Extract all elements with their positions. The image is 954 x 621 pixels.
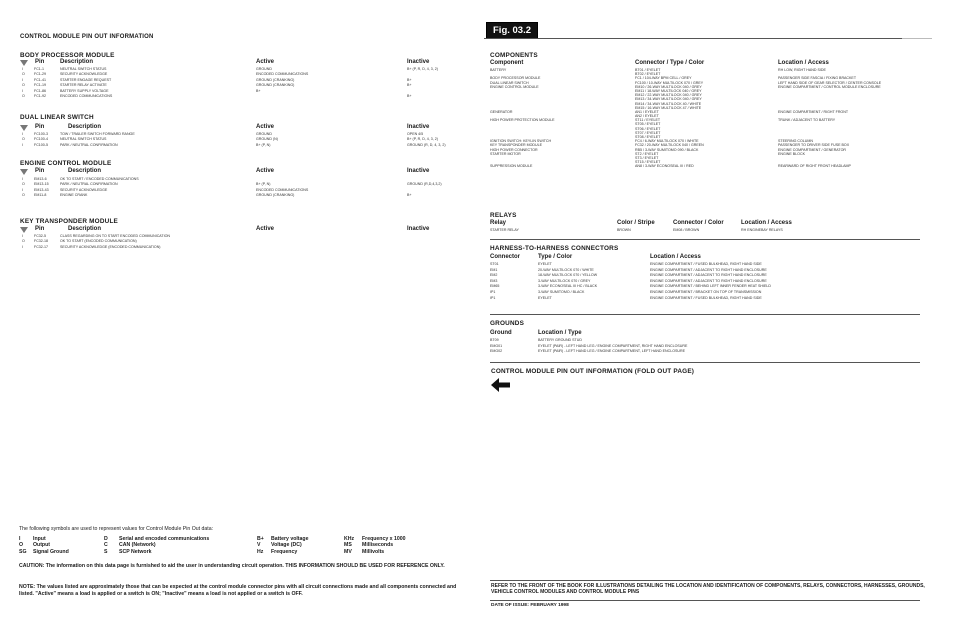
grounds-table-header (490, 330, 920, 338)
grounds-heading: GROUNDS (490, 320, 525, 327)
dls-table-header (20, 124, 460, 132)
table-row (20, 143, 460, 148)
legend-meaning: Output (33, 542, 50, 549)
col-relay: Relay (490, 220, 507, 226)
cell-location: ENGINE COMPARTMENT / FUSED BULKHEAD, RIGHT HAND SIDE (650, 262, 762, 266)
cell-connector: ST05 / EYELET (635, 122, 661, 127)
cell-active: GROUND (256, 67, 272, 71)
harness-rows (490, 262, 920, 301)
cell-type: 18-WAY MULTILOCK 070 / YELLOW (538, 273, 598, 278)
relays-table (490, 220, 920, 233)
cell-component: BATTERY (490, 68, 507, 72)
issue-date: DATE OF ISSUE: FEBRUARY 1998 (491, 603, 569, 608)
cell-inactive: B+ (407, 83, 412, 88)
cell-active: B+ (256, 88, 261, 93)
cell-inactive: B+ (407, 77, 412, 82)
io-marker: I (22, 244, 23, 249)
cell-description: BATTERY SUPPLY VOLTAGE (60, 88, 109, 93)
cell-type: 3-WAY MULTILOCK 070 / GREY (538, 278, 591, 283)
cell-inactive: B+ (P, R, D, 4, 3, 2) (407, 67, 438, 71)
cell-connector: EM14 / 34-WAY MULTILOCK 40 / WHITE (635, 101, 702, 106)
cell-location: EYELET (PAIR) - LEFT HAND LEG / ENGINE COMPARTMENT, RIGHT HAND ENCLOSURE (538, 343, 688, 348)
cell-location: ENGINE COMPARTMENT / ADJACENT TO RIGHT HAND ENCLOSURE (650, 278, 767, 283)
cell-location: ENGINE COMPARTMENT / RIGHT FRONT (778, 109, 849, 114)
cell-component: STARTER MOTOR (490, 151, 521, 156)
legend-grid (19, 536, 469, 555)
col-connector: Connector / Type / Color (635, 60, 705, 66)
cell-pin: FC100-3 (34, 132, 48, 136)
ecm-table (20, 168, 460, 199)
cell-pin: FC32-5 (34, 234, 46, 238)
cell-description: NEUTRAL SWITCH STATUS (60, 137, 107, 142)
table-row (20, 245, 460, 250)
bpm-table-header (20, 59, 460, 67)
triangle-icon (20, 125, 28, 131)
cell-type: EYELET (538, 295, 552, 300)
figure-label: Fig. 03.2 (486, 22, 538, 39)
caution-text: CAUTION: The information on this data page is furnished to aid the user in understanding circuit operation. THIS INFORMATION SHOULD BE USED FOR REFERENCE ONLY. (19, 563, 445, 569)
divider (490, 314, 920, 315)
cell-connector: ST07 / EYELET (635, 130, 661, 135)
grounds-rows (490, 338, 920, 355)
cell-connector: IP1 (490, 289, 496, 294)
cell-connector: EM3 (490, 278, 498, 283)
table-row (490, 349, 920, 355)
cell-description: SECURITY ACKNOWLEDGE (ENCODED COMMUNICATION) (60, 244, 161, 249)
cell-description: STARTER RELAY ACTIVATE (60, 83, 107, 88)
io-marker: I (22, 187, 23, 192)
cell-connector: ST11 / EYELET (635, 118, 661, 123)
cell-location: ENGINE COMPARTMENT / CONTROL MODULE ENCLOSURE (778, 84, 881, 89)
cell-component: HIGH POWER PROTECTION MODULE (490, 118, 555, 123)
legend-meaning: Frequency x 1000 (362, 536, 406, 542)
cell-type: 3-WAY ECONOSEAL III HC / BLACK (538, 284, 598, 289)
divider (490, 600, 920, 601)
io-marker: O (22, 72, 25, 77)
cell-connector: RB5 / 3-WAY SUMITOMO 090 / BLACK (635, 147, 699, 152)
cell-component: IGNITION SWITCH: KEYLIN SWITCH (490, 139, 552, 144)
io-marker: O (22, 182, 25, 187)
cell-description: ENCODED COMMUNICATIONS (60, 93, 113, 98)
cell-component: GENERATOR (490, 109, 513, 114)
cell-inactive: GROUND (R, D, 4, 3, 2) (407, 142, 446, 147)
legend-symbol: MV (344, 548, 352, 555)
table-row (490, 164, 920, 168)
divider (484, 38, 902, 39)
col-pin: Pin (35, 226, 45, 232)
triangle-icon (20, 227, 28, 233)
cell-ground: BT09 (490, 338, 499, 342)
cell-location: BATTERY GROUND STUD (538, 338, 582, 342)
relays-table-header (490, 220, 920, 228)
io-marker: O (22, 137, 25, 142)
bpm-heading: BODY PROCESSOR MODULE (20, 52, 115, 59)
cell-connector: FC1 / 104-WAY BPM CELL / GREY (635, 76, 692, 81)
cell-connector: AN2 / EYELET (635, 114, 659, 119)
cell-relay: STARTER RELAY (490, 228, 519, 232)
cell-pin: FC1-41 (34, 77, 46, 82)
cell-pin: FC1-1 (34, 67, 44, 71)
divider (902, 38, 932, 39)
divider (490, 580, 920, 581)
cell-pin: FC100-5 (34, 142, 48, 147)
col-ground: Ground (490, 330, 512, 336)
cell-connector: ST2 / EYELET (635, 151, 659, 156)
ktm-heading: KEY TRANSPONDER MODULE (20, 218, 119, 225)
cell-connector: EM13 / 34-WAY MULTILOCK 040 / GREY (635, 97, 702, 102)
cell-pin: EM11-8 (34, 193, 47, 198)
cell-connector: EM1 (490, 267, 498, 272)
col-description: Description (68, 124, 102, 130)
cell-location: PASSENGER SIDE FASCIA / FIXING BRACKET (778, 76, 857, 81)
ktm-table (20, 226, 460, 250)
cell-connector: IP1 (490, 295, 496, 300)
cell-active: ENCODED COMMUNICATIONS (256, 72, 309, 77)
cell-active: B+ (P, N) (256, 142, 271, 147)
cell-location: LEFT HAND SIDE OF GEAR SELECTOR / CENTER CONSOLE (778, 80, 882, 85)
legend-symbol: V (257, 542, 261, 549)
legend-symbol: KHz (344, 536, 355, 542)
col-description: Description (68, 226, 102, 232)
cell-location: RH LOW, RIGHT HAND SIDE (778, 68, 826, 72)
legend-symbol: S (104, 548, 108, 555)
col-type-color: Type / Color (538, 254, 573, 260)
cell-pin: FC1-19 (34, 83, 46, 88)
cell-pin: EM13-43 (34, 187, 49, 192)
cell-active: GROUND (256, 132, 272, 136)
cell-pin: EM13-6 (34, 177, 47, 181)
cell-component: DUAL LINEAR SWITCH (490, 80, 529, 85)
legend-symbol: C (104, 542, 108, 549)
cell-component: KEY TRANSPONDER MODULE (490, 143, 542, 148)
cell-description: SECURITY ACKNOWLEDGE (60, 187, 108, 192)
cell-active: GROUND (CRANKING) (256, 77, 295, 82)
legend-meaning: Milliseconds (362, 542, 394, 549)
table-row (490, 296, 920, 302)
cell-active: GROUND (CRANKING) (256, 83, 295, 88)
col-active: Active (256, 168, 275, 174)
col-location-type: Location / Type (538, 330, 582, 336)
col-pin: Pin (35, 124, 45, 130)
legend-meaning: Signal Ground (33, 548, 69, 555)
cell-pin: FC1-92 (34, 93, 46, 98)
cell-connector: AN1 / EYELET (635, 109, 659, 114)
col-color-stripe: Color / Stripe (617, 220, 655, 226)
cell-description: STARTER ENGAGE REQUEST (60, 77, 112, 82)
legend-meaning: Voltage (DC) (271, 542, 302, 549)
harness-table-header (490, 254, 920, 262)
cell-connector: EM11 / 18-WAY MULTILOCK 040 / GREY (635, 88, 702, 93)
io-marker: O (22, 239, 25, 244)
cell-location: ENGINE COMPARTMENT / BEHIND LEFT INNER FENDER HEAT SHIELD (650, 284, 772, 289)
col-description: Description (60, 59, 94, 65)
dls-rows (20, 132, 460, 148)
col-active: Active (256, 226, 275, 232)
col-inactive: Inactive (407, 226, 430, 232)
col-connector: Connector (490, 254, 520, 260)
bpm-table (20, 59, 460, 99)
cell-connector: EM2 (490, 273, 498, 278)
cell-inactive: GROUND (R,D,4,3,2) (407, 182, 442, 187)
cell-connector: ST06 / EYELET (635, 126, 661, 131)
refer-text: REFER TO THE FRONT OF THE BOOK FOR ILLUSTRATIONS DETAILING THE LOCATION AND IDENTIFICATION OF COMPONENTS, RELAYS, CONNECTORS, HARNESSES, GROUNDS, VEHICLE CONTROL MODULES AND CONTROL MODULE PINS (491, 583, 925, 596)
cell-type: 3-WAY SUMITOMO / BLACK (538, 289, 585, 294)
legend-meaning: Millivolts (362, 548, 385, 555)
cell-pin: EM13-15 (34, 182, 49, 187)
cell-location: STEERING COLUMN (778, 139, 813, 144)
io-marker: I (22, 67, 23, 71)
cell-active: GROUND (CRANKING) (256, 193, 295, 198)
legend-symbol: MS (344, 542, 352, 549)
cell-connector: FC100 / 10-WAY MULTILOCK 070 / GREY (635, 80, 704, 85)
cell-connector: BT02 / EYELET (635, 72, 661, 77)
right-page (477, 0, 954, 621)
col-location: Location / Access (741, 220, 792, 226)
foldout-title: CONTROL MODULE PIN OUT INFORMATION (FOLD OUT PAGE) (491, 368, 695, 375)
legend-symbol: O (19, 542, 24, 549)
note-text: NOTE: The values listed are approximately those that can be expected at the control module connector pins with all circuit connections made and all components connected and listed. "Active" means a load is applied or a switch is ON; "Inactive" means a load is not applied or a switch is OFF. (19, 584, 457, 597)
io-marker: O (22, 93, 25, 98)
col-pin: Pin (35, 59, 45, 65)
cell-description: OK TO START / ENCODED COMMUNICATIONS (60, 177, 139, 181)
table-row (490, 228, 920, 233)
cell-inactive: B+ (407, 93, 412, 98)
cell-connector: EM08 / BROWN (673, 228, 700, 232)
col-inactive: Inactive (407, 59, 430, 65)
cell-description: TOW / TRAILER SWITCH FORWARD RANGE (60, 132, 135, 136)
legend-meaning: Input (33, 536, 46, 542)
cell-location: ENGINE COMPARTMENT / BRACKET ON TOP OF TRANSMISSION (650, 289, 762, 294)
ecm-rows (20, 177, 460, 199)
legend-row (19, 549, 469, 555)
cell-location: RH ENGINEBAY RELAYS (741, 228, 783, 232)
cell-description: ENGINE CRANK (60, 193, 88, 198)
legend-intro: The following symbols are used to represent values for Control Module Pin Out data: (19, 526, 214, 532)
triangle-icon (20, 169, 28, 175)
io-marker: I (22, 142, 23, 147)
io-marker: I (22, 77, 23, 82)
cell-description: PARK / NEUTRAL CONFIRMATION (60, 182, 118, 187)
cell-connector: ST15 / EYELET (635, 160, 661, 165)
cell-pin: FC100-4 (34, 137, 48, 142)
col-location: Location / Access (778, 60, 829, 66)
col-description: Description (68, 168, 102, 174)
table-row (20, 193, 460, 198)
cell-inactive: B+ (407, 193, 412, 198)
dls-heading: DUAL LINEAR SWITCH (20, 114, 94, 121)
cell-component: HIGH POWER CONNECTOR (490, 147, 538, 152)
divider (490, 239, 920, 240)
col-connector-color: Connector / Color (673, 220, 724, 226)
cell-pin: FC1-29 (34, 72, 46, 77)
cell-connector: FC32 / 20-WAY MULTILOCK 040 / GREEN (635, 143, 704, 148)
cell-location: ENGINE COMPARTMENT / ADJACENT TO RIGHT HAND ENCLOSURE (650, 267, 767, 272)
ktm-table-header (20, 226, 460, 234)
cell-pin: FC32-18 (34, 239, 48, 244)
dls-table (20, 124, 460, 148)
components-heading: COMPONENTS (490, 52, 538, 59)
cell-location: REARWARD OF RIGHT FRONT HEADLAMP (778, 164, 851, 169)
components-table (490, 60, 920, 169)
bpm-rows (20, 67, 460, 99)
cell-location: ENGINE COMPARTMENT / FUSED BULKHEAD, RIGHT HAND SIDE (650, 295, 762, 300)
col-inactive: Inactive (407, 124, 430, 130)
cell-active: ENCODED COMMUNICATIONS (256, 187, 309, 192)
relays-heading: RELAYS (490, 212, 517, 219)
cell-inactive: OPEN 4/5 (407, 132, 424, 136)
legend-symbol: D (104, 536, 108, 542)
col-inactive: Inactive (407, 168, 430, 174)
cell-pin: FC32-17 (34, 244, 48, 249)
io-marker: I (22, 88, 23, 93)
cell-location: TRUNK / ADJACENT TO BATTERY (778, 118, 836, 123)
io-marker: I (22, 132, 23, 136)
cell-location: ENGINE COMPARTMENT / ADJACENT TO RIGHT HAND ENCLOSURE (650, 273, 767, 278)
legend-symbol: I (19, 536, 21, 542)
legend-meaning: Battery voltage (271, 536, 309, 542)
cell-pin: FC1-86 (34, 88, 46, 93)
cell-description: PARK / NEUTRAL CONFIRMATION (60, 142, 118, 147)
legend-meaning: SCP Network (119, 548, 152, 555)
page-title: CONTROL MODULE PIN OUT INFORMATION (20, 34, 154, 40)
legend-symbol: Hz (257, 548, 264, 555)
cell-color: BROWN (617, 228, 631, 232)
io-marker: O (22, 193, 25, 198)
triangle-icon (20, 60, 28, 66)
ecm-heading: ENGINE CONTROL MODULE (20, 160, 112, 167)
col-pin: Pin (35, 168, 45, 174)
cell-active: B+ (P, N) (256, 182, 271, 187)
cell-location: PASSENGER TO DRIVER SIDE FUSE BOX (778, 143, 850, 148)
cell-description: NEUTRAL SWITCH STATUS (60, 67, 107, 71)
components-rows (490, 68, 920, 169)
cell-connector: BT01 / EYELET (635, 68, 661, 72)
cell-type: EYELET (538, 262, 552, 266)
cell-connector: ST08 / EYELET (635, 135, 661, 139)
io-marker: I (22, 234, 23, 238)
grounds-table (490, 330, 920, 355)
cell-description: OK TO START (ENCODED COMMUNICATION) (60, 239, 137, 244)
table-row (20, 94, 460, 99)
cell-connector: ST01 (490, 262, 499, 266)
cell-connector: ST3 / EYELET (635, 155, 659, 160)
cell-component: ENGINE CONTROL MODULE (490, 84, 539, 89)
col-location: Location / Access (650, 254, 701, 260)
harness-table (490, 254, 920, 301)
cell-connector: EM15 / 16-WAY MULTILOCK 47 / WHITE (635, 105, 702, 110)
legend-symbol: SG (19, 548, 27, 555)
cell-description: SECURITY ACKNOWLEDGE (60, 72, 108, 77)
cell-type: 20-WAY MULTILOCK 070 / WHITE (538, 267, 594, 272)
cell-connector: EM65 (490, 284, 500, 289)
col-active: Active (256, 124, 275, 130)
cell-ground: EMG01 (490, 343, 503, 348)
harness-heading: HARNESS-TO-HARNESS CONNECTORS (490, 245, 619, 252)
col-active: Active (256, 59, 275, 65)
cell-inactive: B+ (P, R, D, 4, 3, 2) (407, 137, 438, 142)
relays-rows (490, 228, 920, 233)
cell-connector: EM12 / 22-WAY MULTILOCK 040 / GREY (635, 93, 702, 98)
ecm-table-header (20, 168, 460, 177)
cell-location: EYELET (PAIR) - LEFT HAND LEG / ENGINE COMPARTMENT, LEFT HAND ENCLOSURE (538, 349, 685, 354)
back-arrow-icon[interactable] (491, 378, 511, 392)
cell-location: ENGINE BLOCK (778, 151, 805, 156)
io-marker: O (22, 83, 25, 88)
cell-location: ENGINE COMPARTMENT / GENERATOR (778, 147, 846, 152)
cell-description: CLASS REGARDING ON TO START ENCODED COMMUNICATION (60, 234, 171, 238)
divider (490, 362, 920, 363)
cell-active: GROUND (N) (256, 137, 278, 142)
cell-component: BODY PROCESSOR MODULE (490, 76, 541, 81)
components-table-header (490, 60, 920, 68)
cell-connector: FC4 / 6-WAY MULTILOCK 070 / WHITE (635, 139, 699, 144)
cell-component: SUPPRESSION MODULE (490, 164, 533, 169)
cell-ground: EMG02 (490, 349, 503, 354)
io-marker: I (22, 177, 23, 181)
ktm-rows (20, 234, 460, 250)
col-component: Component (490, 60, 524, 66)
legend-meaning: CAN (Network) (119, 542, 156, 549)
legend-meaning: Frequency (271, 548, 298, 555)
cell-connector: EM10 / 26-WAY MULTILOCK 040 / GREY (635, 84, 702, 89)
legend-symbol: B+ (257, 536, 264, 542)
legend-meaning: Serial and encoded communications (119, 536, 210, 542)
cell-connector: AN8 / 3-WAY ECONOSEAL III / RED (635, 164, 694, 169)
